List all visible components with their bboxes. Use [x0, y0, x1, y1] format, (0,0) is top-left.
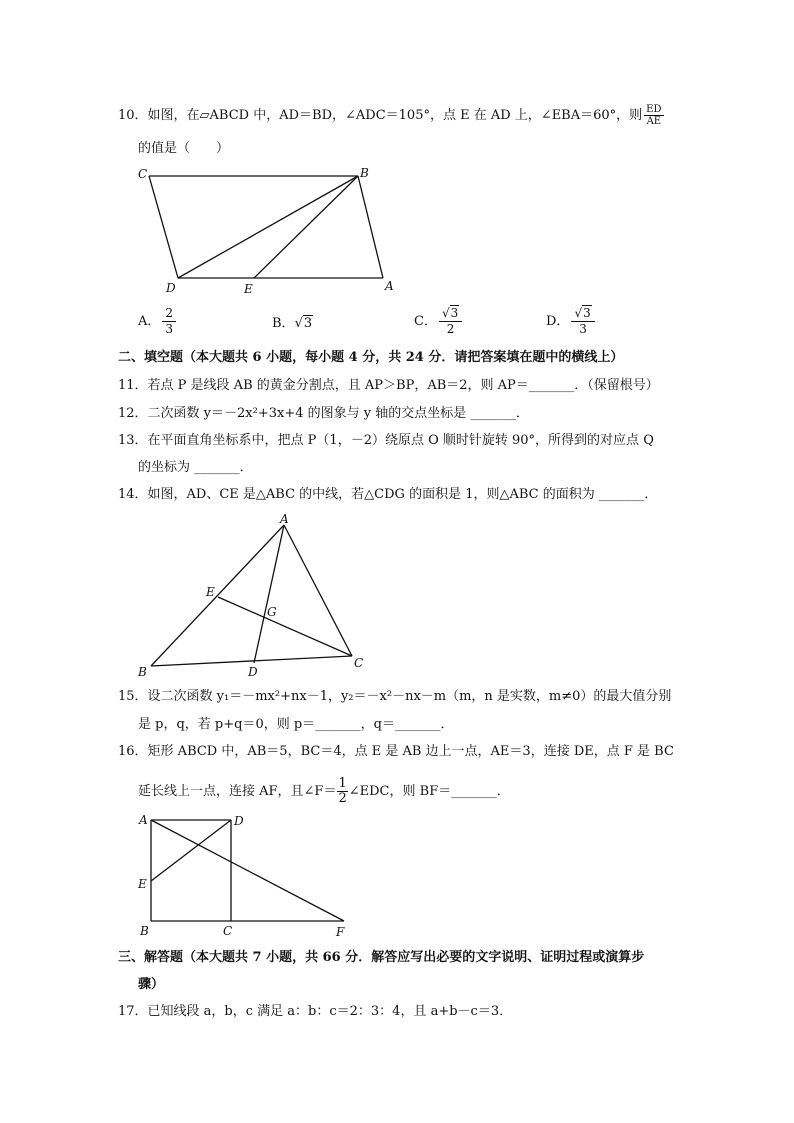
q10-text: 10．如图，在▱ABCD 中，AD＝BD，∠ADC＝105°，点 E 在 AD 上，∠EBA＝60°，则: [118, 108, 643, 123]
q10-frac-numerator: ED: [646, 104, 662, 115]
segment-AD: [254, 525, 284, 663]
label-E: E: [138, 877, 147, 891]
q16-frac-num: 1: [338, 776, 347, 791]
q10-text-2: 的值是（ ）: [138, 141, 230, 156]
option-d-num: √3: [571, 306, 594, 322]
q16-text-a: 延长线上一点，连接 AF，且∠F＝: [138, 784, 337, 799]
q10-frac-denominator: AE: [646, 116, 662, 127]
label-C: C: [138, 167, 148, 181]
question-16-line-1: 16．矩形 ABCD 中，AB＝5，BC＝4，点 E 是 AB 边上一点，AE＝3，连接 DE，点 F 是 BC: [118, 744, 674, 759]
label-D: D: [248, 665, 258, 679]
question-15-line-2: 是 p，q，若 p+q＝0，则 p＝_______，q＝_______．: [138, 717, 454, 732]
segment-AC: [284, 525, 352, 656]
section-2-heading: 二、填空题（本大题共 6 小题，每小题 4 分，共 24 分．请把答案填在题中的横线上）: [118, 350, 624, 365]
label-D: D: [166, 281, 176, 295]
segment-DB: [178, 176, 358, 278]
label-E: E: [206, 585, 215, 599]
option-c-den: 2: [446, 322, 455, 336]
option-c-radicand: 3: [450, 306, 459, 320]
q10-option-b[interactable]: [272, 312, 313, 331]
segment-CD: [149, 176, 178, 278]
label-A: A: [385, 279, 394, 293]
option-a-fraction: [162, 306, 176, 337]
segment-EB: [254, 176, 358, 278]
q16-half-fraction: [337, 777, 347, 806]
q10-figure: [130, 160, 410, 300]
question-11: 11．若点 P 是线段 AB 的黄金分割点，且 AP＞BP，AB＝2，则 AP＝_______．（保留根号）: [118, 378, 659, 393]
option-c-label: C．: [414, 314, 437, 329]
q10-option-c[interactable]: [414, 306, 462, 337]
label-F: F: [336, 925, 345, 939]
segment-BA: [358, 176, 383, 278]
segment-AF: [151, 820, 344, 921]
label-C: C: [354, 656, 364, 670]
option-d-fraction: [571, 306, 594, 337]
q10-option-a[interactable]: [138, 306, 176, 337]
question-16-line-2: [138, 777, 510, 806]
section-3-heading-line-2: 骤）: [138, 977, 165, 992]
label-G: G: [267, 605, 277, 619]
question-15-line-1: 15．设二次函数 y₁＝－mx²+nx－1，y₂＝－x²－nx－m（m，n 是实数，m≠0）的最大值分别: [118, 689, 672, 704]
q16-text-b: ∠EDC，则 BF＝_______．: [348, 784, 510, 799]
q14-figure: [130, 508, 380, 683]
segment-ED: [151, 820, 231, 881]
label-B: B: [140, 924, 149, 938]
option-a-num: 2: [162, 306, 176, 322]
question-17: 17．已知线段 a，b，c 满足 a：b：c＝2：3：4，且 a+b－c＝3．: [118, 1004, 513, 1019]
option-d-den: 3: [579, 322, 587, 336]
section-3-heading-line-1: 三、解答题（本大题共 7 小题，共 66 分．解答应写出必要的文字说明、证明过程或演算步: [118, 950, 645, 965]
segment-EC: [218, 597, 352, 656]
q10-option-d[interactable]: [546, 306, 595, 337]
option-b-radicand: 3: [303, 316, 313, 331]
question-13-line-1: 13．在平面直角坐标系中，把点 P（1，－2）绕原点 O 顺时针旋转 90°，所得到的对应点 Q: [118, 433, 654, 448]
label-E: E: [244, 282, 253, 296]
option-d-label: D．: [546, 314, 570, 329]
label-C: C: [223, 924, 233, 938]
q10-fraction: [644, 104, 663, 127]
question-13-line-2: 的坐标为 _______．: [138, 460, 253, 475]
question-10: [118, 104, 666, 127]
label-D: D: [234, 814, 244, 828]
option-a-label: A．: [138, 314, 161, 329]
question-12: 12．二次函数 y＝－2x²+3x+4 的图象与 y 轴的交点坐标是 _______．: [118, 406, 529, 421]
question-14: 14．如图，AD、CE 是△ABC 的中线，若△CDG 的面积是 1，则△ABC 的面积为 _______．: [118, 487, 658, 502]
option-b-sqrt: √3: [294, 316, 313, 331]
label-A: A: [280, 512, 289, 526]
option-a-den: 3: [165, 322, 174, 336]
label-A: A: [139, 813, 148, 827]
label-B: B: [360, 166, 369, 180]
label-B: B: [138, 665, 147, 679]
segment-AB: [151, 525, 284, 666]
q16-frac-den: 2: [338, 791, 347, 806]
option-b-label: B．: [272, 316, 295, 331]
option-c-fraction: [439, 306, 462, 337]
option-c-num: √3: [439, 306, 462, 322]
q16-figure: [130, 808, 360, 943]
option-d-radicand: 3: [583, 306, 591, 320]
